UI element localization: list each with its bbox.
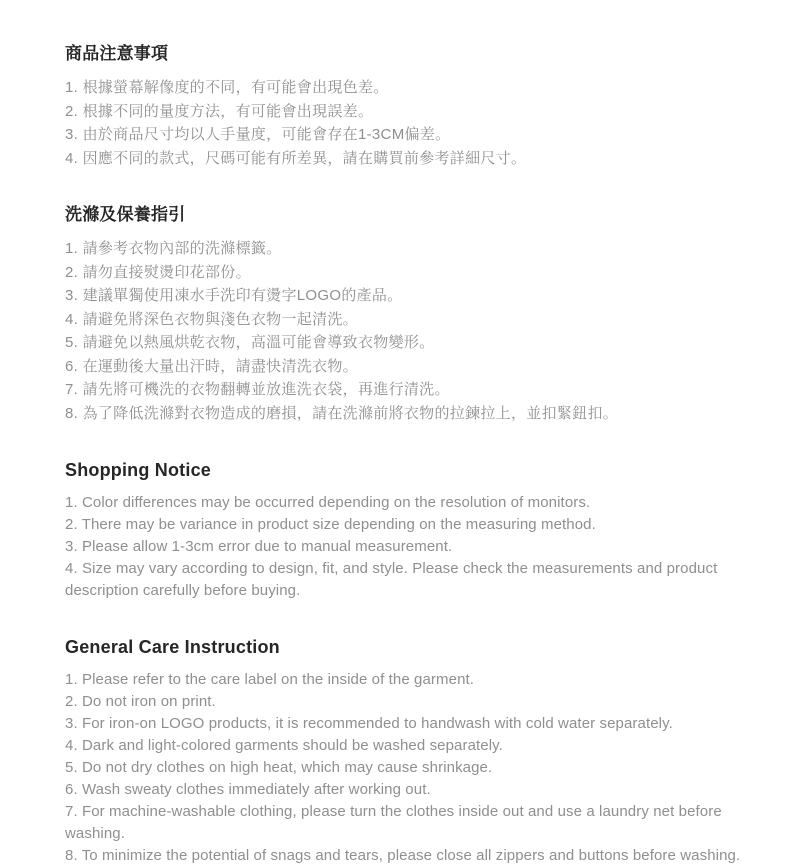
- list-item: 8. 為了降低洗滌對衣物造成的磨損，請在洗滌前將衣物的拉鍊拉上，並扣緊鈕扣。: [65, 404, 619, 422]
- list-item: 2. 根據不同的量度方法，有可能會出現誤差。: [65, 102, 374, 120]
- list-item: 1. Color differences may be occurred depending on the resolution of monitors.: [65, 494, 591, 511]
- section-title-care-instruction-zh: 洗滌及保養指引: [65, 205, 186, 224]
- list-care-instruction-zh: [65, 237, 770, 425]
- section-shopping-notice-en: [65, 458, 770, 602]
- list-general-care-instruction-en: [65, 669, 770, 867]
- list-item: 2. Do not iron on print.: [65, 693, 216, 710]
- list-item: 7. For machine-washable clothing, please turn the clothes inside out and use a laundry net before washing.: [65, 803, 722, 842]
- list-item: 3. 建議單獨使用凍水手洗印有燙字LOGO的產品。: [65, 287, 403, 304]
- list-item: 4. 因應不同的款式，尺碼可能有所差異，請在購買前參考詳細尺寸。: [65, 149, 527, 167]
- list-item: 5. Do not dry clothes on high heat, which may cause shrinkage.: [65, 759, 493, 776]
- list-item: 3. For iron-on LOGO products, it is recommended to handwash with cold water separately.: [65, 715, 673, 732]
- list-item: 8. To minimize the potential of snags and tears, please close all zippers and buttons before washing.: [65, 847, 741, 864]
- list-item: 2. 請勿直接熨燙印花部份。: [65, 263, 251, 281]
- section-general-care-instruction-en: [65, 635, 770, 867]
- list-item: 2. There may be variance in product size depending on the measuring method.: [65, 516, 596, 533]
- list-item: 5. 請避免以熱風烘乾衣物，高溫可能會導致衣物變形。: [65, 334, 435, 351]
- list-item: 3. 由於商品尺寸均以人手量度，可能會存在1-3CM偏差。: [65, 126, 451, 143]
- section-product-notice-zh: [65, 42, 770, 170]
- list-item: 6. 在運動後大量出汗時，請盡快清洗衣物。: [65, 357, 358, 375]
- list-item: 6. Wash sweaty clothes immediately after working out.: [65, 781, 431, 798]
- list-item: 7. 請先將可機洗的衣物翻轉並放進洗衣袋，再進行清洗。: [65, 381, 450, 398]
- list-item: 4. Dark and light-colored garments should be washed separately.: [65, 737, 503, 754]
- list-shopping-notice-en: [65, 492, 770, 602]
- list-item: 1. 請參考衣物內部的洗滌標籤。: [65, 240, 282, 257]
- list-item: 4. Size may vary according to design, fit, and style. Please check the measurements and product description carefully before buying.: [65, 560, 718, 599]
- list-item: 1. Please refer to the care label on the inside of the garment.: [65, 671, 475, 688]
- section-title-general-care-instruction-en: General Care Instruction: [65, 637, 280, 657]
- list-item: 3. Please allow 1-3cm error due to manual measurement.: [65, 538, 453, 555]
- section-title-product-notice-zh: 商品注意事項: [65, 44, 169, 63]
- list-product-notice-zh: [65, 76, 770, 170]
- section-care-instruction-zh: [65, 203, 770, 425]
- list-item: 1. 根據螢幕解像度的不同，有可能會出現色差。: [65, 79, 389, 96]
- section-title-shopping-notice-en: Shopping Notice: [65, 460, 211, 480]
- list-item: 4. 請避免將深色衣物與淺色衣物一起清洗。: [65, 310, 358, 328]
